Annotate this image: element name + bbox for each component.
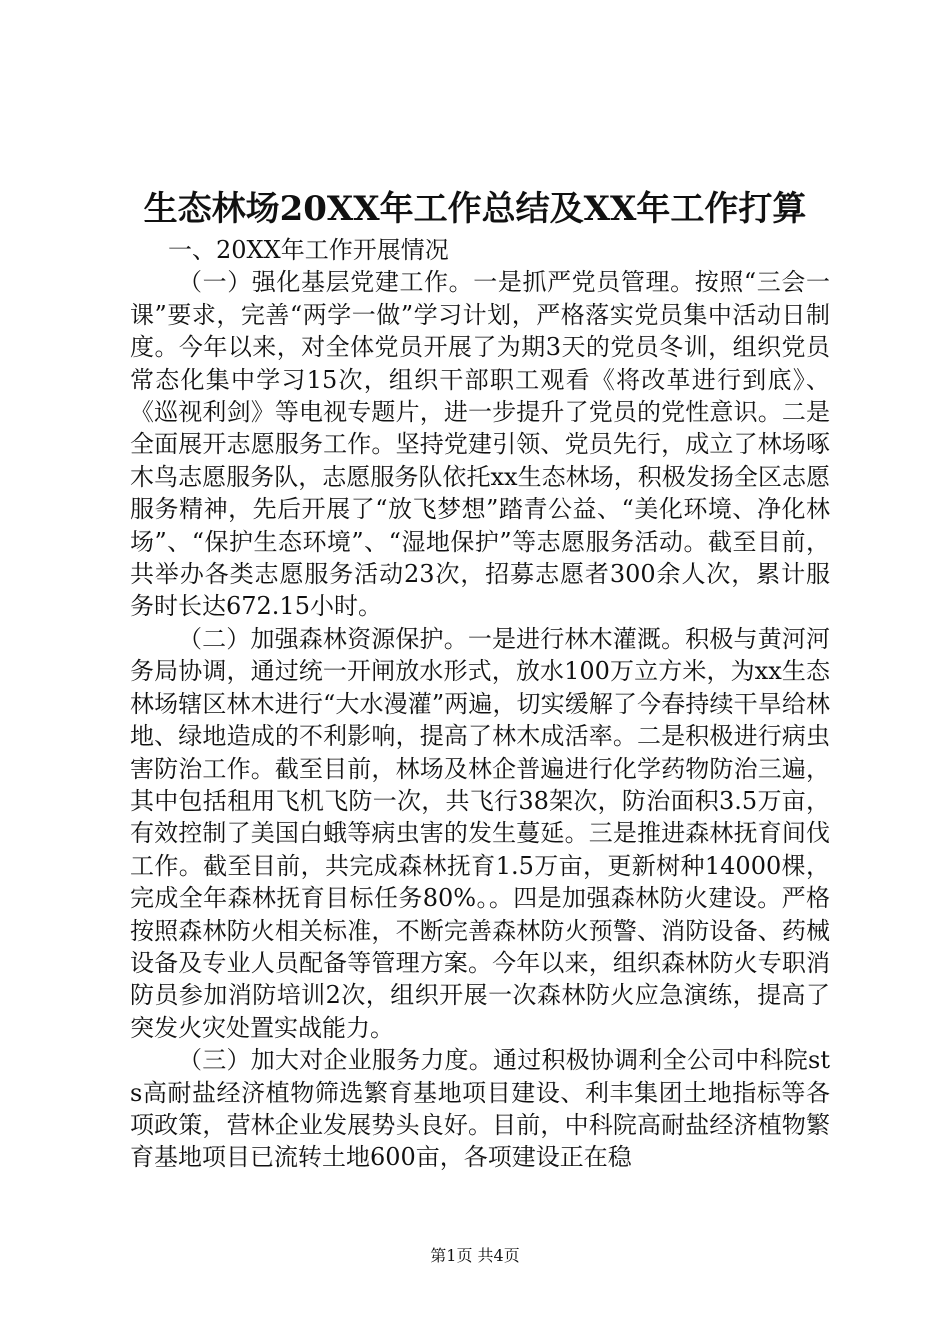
section-heading: 一、20XX年工作开展情况 (168, 236, 449, 264)
paragraph-enterprise-service: （三）加大对企业服务力度。通过积极协调利全公司中科院sts高耐盐经济植物筛选繁育基地项目建设、利丰集团土地指标等各项政策，营林企业发展势头良好。目前，中科院高耐盐经济植物繁育基地项目已流转土地600亩，各项建设正在稳 (130, 1046, 830, 1172)
paragraph-forest-protection: （二）加强森林资源保护。一是进行林木灌溉。积极与黄河河务局协调，通过统一开闸放水形式，放水100万立方米，为xx生态林场辖区林木进行“大水漫灌”两遍，切实缓解了今春持续干旱给林地、绿地造成的不利影响，提高了林木成活率。二是积极进行病虫害防治工作。截至目前，林场及林企普遍进行化学药物防治三遍，其中包括租用飞机飞防一次，共飞行38架次，防治面积3.5万亩，有效控制了美国白蛾等病虫害的发生蔓延。三是推进森林抚育间伐工作。截至目前，共完成森林抚育1.5万亩，更新树种14000棵，完成全年森林抚育目标任务80%。。四是加强森林防火建设。严格按照森林防火相关标准，不断完善森林防火预警、消防设备、药械设备及专业人员配备等管理方案。今年以来，组织森林防火专职消防员参加消防培训2次，组织开展一次森林防火应急演练，提高了突发火灾处置实战能力。 (130, 624, 830, 1042)
document-title: 生态林场20XX年工作总结及XX年工作打算 (143, 189, 807, 229)
paragraph-party-building: （一）强化基层党建工作。一是抓严党员管理。按照“三会一课”要求，完善“两学一做”学习计划，严格落实党员集中活动日制度。今年以来，对全体党员开展了为期3天的党员冬训，组织党员常态化集中学习15次，组织干部职工观看《将改革进行到底》、《巡视利剑》等电视专题片，进一步提升了党员的党性意识。二是全面展开志愿服务工作。坚持党建引领、党员先行，成立了林场啄木鸟志愿服务队，志愿服务队依托xx生态林场，积极发扬全区志愿服务精神，先后开展了“放飞梦想”踏青公益、“美化环境、净化林场”、“保护生态环境”、“湿地保护”等志愿服务活动。截至目前，共举办各类志愿服务活动23次，招募志愿者300余人次，累计服务时长达672.15小时。 (130, 268, 830, 621)
page-footer: 第1页 共4页 (430, 1246, 520, 1265)
document-body (130, 234, 830, 1174)
